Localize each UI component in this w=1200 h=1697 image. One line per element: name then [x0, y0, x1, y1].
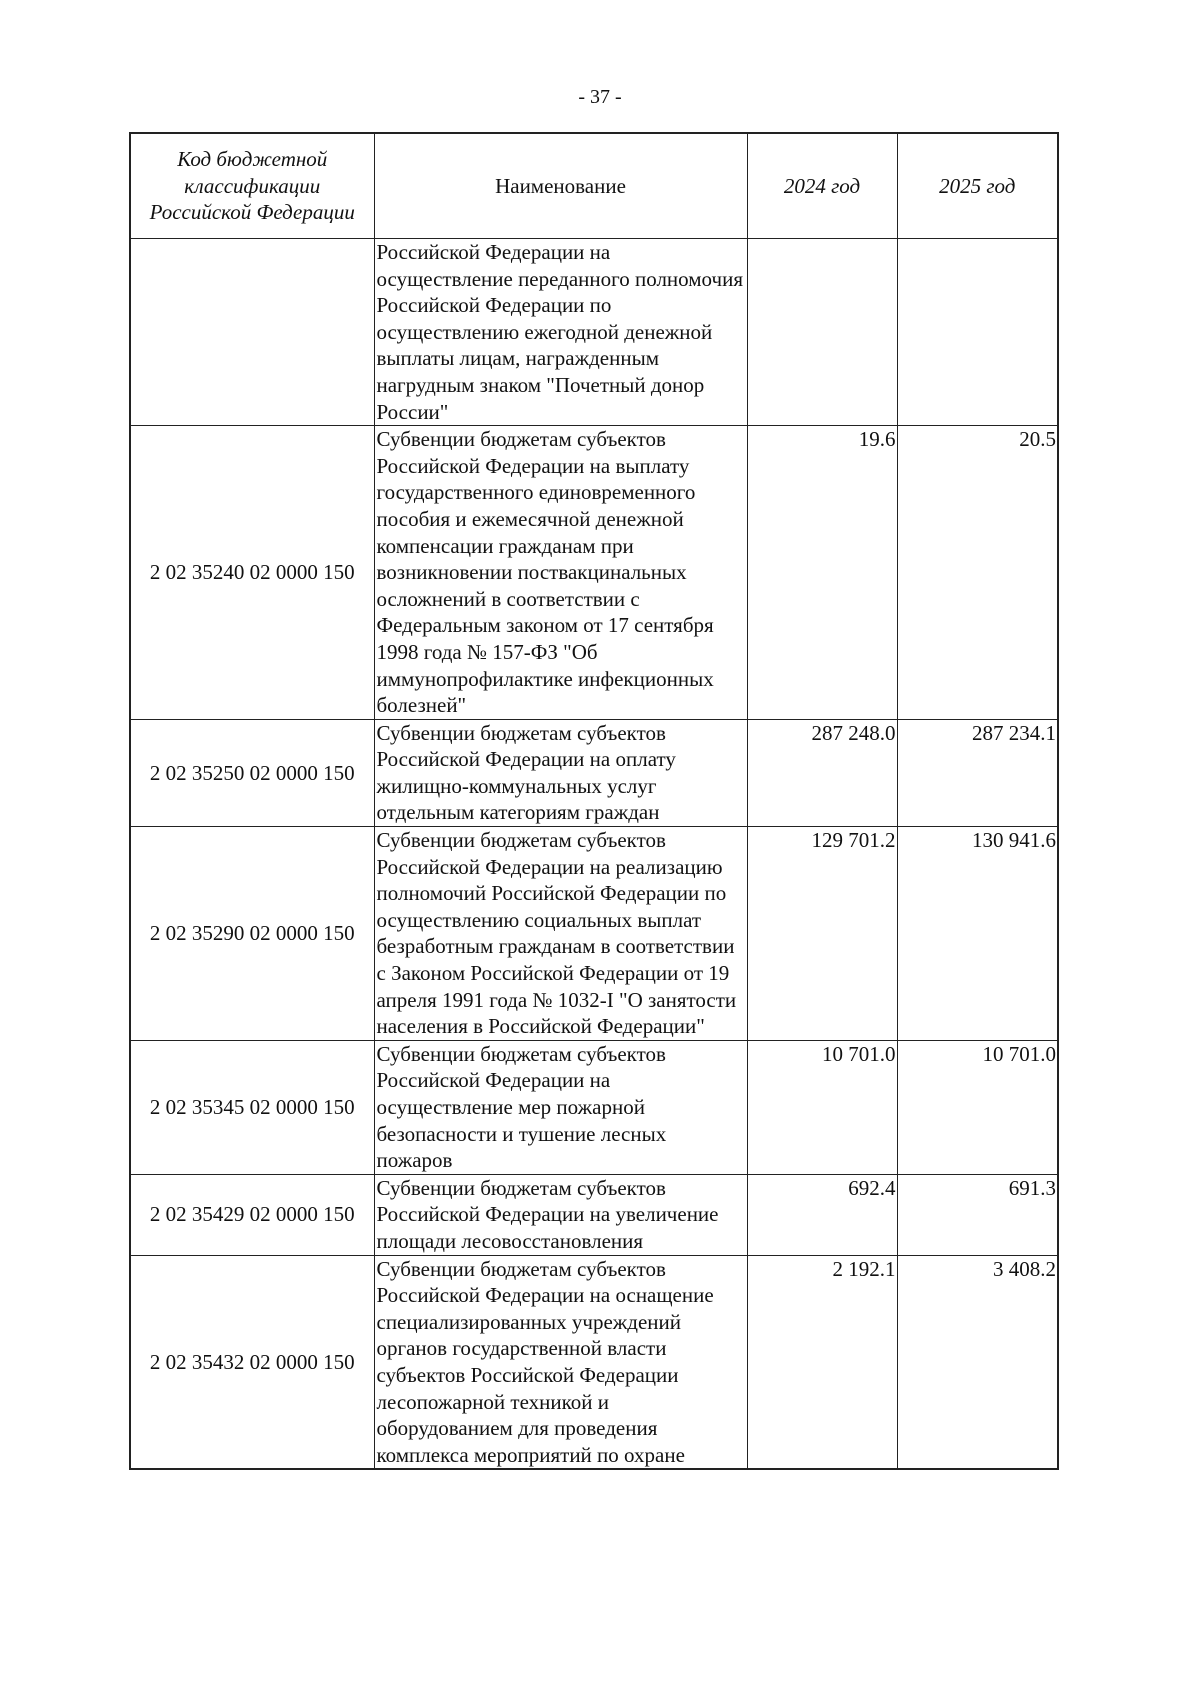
item-name: Субвенции бюджетам субъектов Российской Федерации на осуществление мер пожарной безопасности и тушение лесных пожаров — [374, 1040, 747, 1174]
budget-code: 2 02 35432 02 0000 150 — [130, 1255, 374, 1469]
header-code: Код бюджетной классификации Российской Федерации — [130, 133, 374, 239]
value-2024: 129 701.2 — [747, 827, 897, 1041]
item-name: Субвенции бюджетам субъектов Российской Федерации на увеличение площади лесовосстановления — [374, 1174, 747, 1255]
value-2025: 10 701.0 — [897, 1040, 1058, 1174]
item-name: Субвенции бюджетам субъектов Российской Федерации на оплату жилищно-коммунальных услуг отдельным категориям граждан — [374, 719, 747, 826]
table-row — [130, 1174, 1058, 1255]
table-row — [130, 1040, 1058, 1174]
value-2024: 287 248.0 — [747, 719, 897, 826]
value-2024 — [747, 239, 897, 426]
budget-code — [130, 239, 374, 426]
table-row — [130, 1255, 1058, 1469]
table-row — [130, 239, 1058, 426]
value-2024: 2 192.1 — [747, 1255, 897, 1469]
table-row — [130, 827, 1058, 1041]
table-header-row — [130, 133, 1058, 239]
value-2024: 10 701.0 — [747, 1040, 897, 1174]
budget-code: 2 02 35250 02 0000 150 — [130, 719, 374, 826]
budget-code: 2 02 35429 02 0000 150 — [130, 1174, 374, 1255]
value-2024: 692.4 — [747, 1174, 897, 1255]
table-row — [130, 426, 1058, 720]
budget-code: 2 02 35345 02 0000 150 — [130, 1040, 374, 1174]
header-2024: 2024 год — [747, 133, 897, 239]
item-name: Субвенции бюджетам субъектов Российской Федерации на выплату государственного единовременного пособия и ежемесячной денежной компенсации гражданам при возникновении поствакцинальных осложнений в соответствии с Федеральным законом от 17 сентября 1998 года № 157-ФЗ "Об иммунопрофилактике инфекционных болезней" — [374, 426, 747, 720]
value-2025: 20.5 — [897, 426, 1058, 720]
value-2025: 287 234.1 — [897, 719, 1058, 826]
item-name: Российской Федерации на осуществление переданного полномочия Российской Федерации по осуществлению ежегодной денежной выплаты лицам, награжденным нагрудным знаком "Почетный донор России" — [374, 239, 747, 426]
item-name: Субвенции бюджетам субъектов Российской Федерации на реализацию полномочий Российской Федерации по осуществлению социальных выплат безработным гражданам в соответствии с Законом Российской Федерации от 19 апреля 1991 года № 1032-I "О занятости населения в Российской Федерации" — [374, 827, 747, 1041]
page-number: - 37 - — [578, 86, 622, 108]
value-2024: 19.6 — [747, 426, 897, 720]
budget-table — [129, 132, 1059, 1470]
item-name: Субвенции бюджетам субъектов Российской Федерации на оснащение специализированных учреждений органов государственной власти субъектов Российской Федерации лесопожарной техникой и оборудованием для проведения комплекса мероприятий по охране — [374, 1255, 747, 1469]
table-row — [130, 719, 1058, 826]
budget-code: 2 02 35290 02 0000 150 — [130, 827, 374, 1041]
value-2025: 691.3 — [897, 1174, 1058, 1255]
header-name: Наименование — [374, 133, 747, 239]
header-2025: 2025 год — [897, 133, 1058, 239]
value-2025: 130 941.6 — [897, 827, 1058, 1041]
value-2025 — [897, 239, 1058, 426]
budget-code: 2 02 35240 02 0000 150 — [130, 426, 374, 720]
value-2025: 3 408.2 — [897, 1255, 1058, 1469]
